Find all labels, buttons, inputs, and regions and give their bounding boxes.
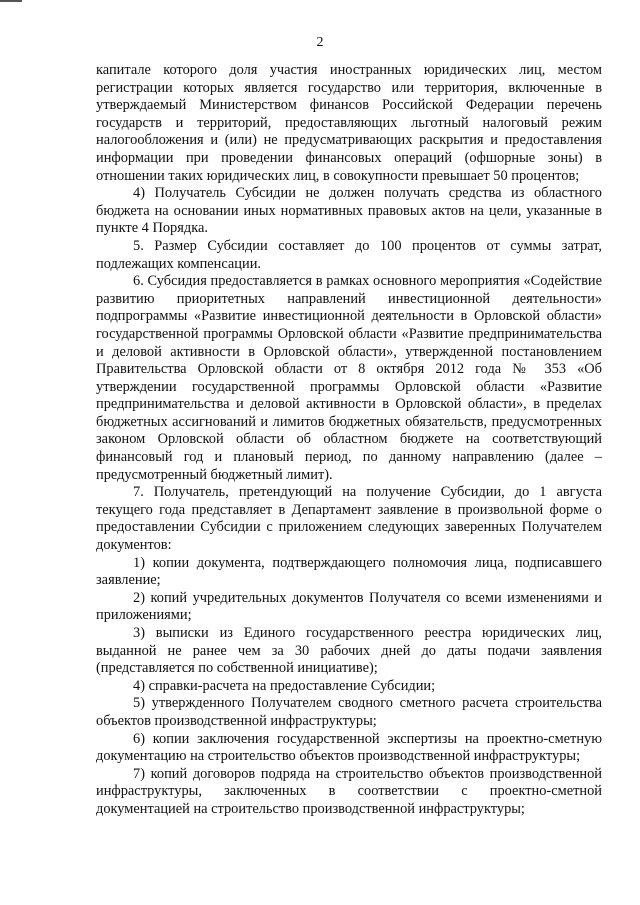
paragraph-offshore-continuation: капитале которого доля участия иностранных юридических лиц, местом регистрации которых является государство или территория, включенные в утверждаемый Министерством финансов Российской Федерации перечень государств и территорий, предоставляющих льготный налоговый режим налогообложения и (или) не предусматривающих раскрытия и предоставления информации при проведении финансовых операций (офшорные зоны) в отношении таких юридических лиц, в совокупности превышает 50 процентов; — [96, 62, 602, 184]
list-item-2-founding-docs: 2) копий учредительных документов Получателя со всеми изменениями и приложениями; — [96, 589, 602, 624]
paragraph-6-program-framework: 6. Субсидия предоставляется в рамках основного мероприятия «Содействие развитию приоритетных направлений инвестиционной деятельности» подпрограммы «Развитие инвестиционной деятельности в Орловской области» государственной программы Орловской области «Развитие предпринимательства и деловой активности в Орловской области», утвержденной постановлением Правительства Орловской области от 8 октября 2012 года № 353 «Об утверждении государственной программы Орловской области «Развитие предпринимательства и деловой активности в Орловской области», в пределах бюджетных ассигнований и лимитов бюджетных обязательств, предусмотренных законом Орловской области об областном бюджете на соответствующий финансовый год и плановый период, по данному направлению (далее – предусмотренный бюджетный лимит). — [96, 273, 602, 483]
document-body — [96, 62, 602, 819]
paragraph-item-4-other-acts: 4) Получатель Субсидии не должен получать средства из областного бюджета на основании иных нормативных правовых актов на цели, указанные в пункте 4 Порядка. — [96, 185, 602, 237]
list-item-6-expertise: 6) копии заключения государственной экспертизы на проектно-сметную документацию на строительство объектов производственной инфраструктуры; — [96, 730, 602, 765]
paragraph-5-subsidy-size: 5. Размер Субсидии составляет до 100 процентов от суммы затрат, подлежащих компенсации. — [96, 237, 602, 272]
page-number: 2 — [316, 35, 324, 50]
list-item-4-calculation: 4) справки-расчета на предоставление Субсидии; — [133, 677, 436, 694]
scan-edge-mark — [0, 0, 22, 2]
list-item-3-registry-extract: 3) выписки из Единого государственного реестра юридических лиц, выданной не ранее чем за 30 рабочих дней до даты подачи заявления (представляется по собственной инициативе); — [96, 625, 602, 677]
list-item-1-authority-copy: 1) копии документа, подтверждающего полномочия лица, подписавшего заявление; — [96, 554, 602, 589]
paragraph-7-application: 7. Получатель, претендующий на получение Субсидии, до 1 августа текущего года представляет в Департамент заявление в произвольной форме о предоставлении Субсидии с приложением следующих заверенных Получателем документов: — [96, 484, 602, 554]
list-item-7-contracts: 7) копий договоров подряда на строительство объектов производственной инфраструктуры, заключенных в соответствии с проектно-сметной документацией на строительство производственной инфраструктуры; — [96, 765, 602, 817]
list-item-5-estimate: 5) утвержденного Получателем сводного сметного расчета строительства объектов производственной инфраструктуры; — [96, 695, 602, 729]
